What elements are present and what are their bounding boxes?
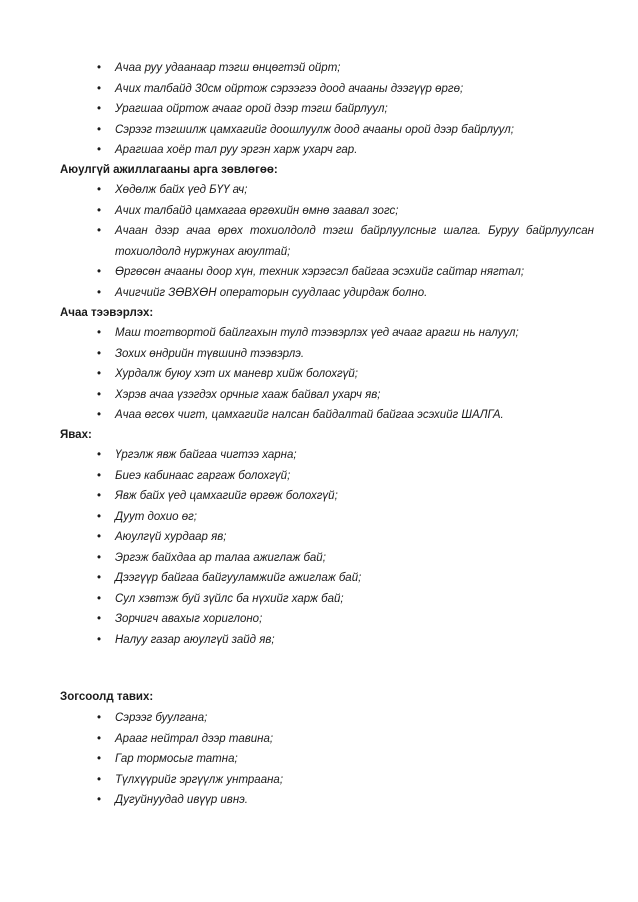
list-item (0, 630, 638, 651)
list-item-text: Өргөсөн ачааны доор хүн, техник хэрэгсэл байгаа эсэхийг сайтар нягтал; (115, 266, 525, 278)
list-item-text: Хурдалж буюу хэт их маневр хийж болохгүй; (115, 368, 358, 380)
list-item (0, 344, 638, 365)
list-item-text: Ачаа руу удаанаар тэгш өнцөгтэй ойрт; (115, 62, 341, 74)
bullet-icon: • (97, 794, 102, 806)
bullet-icon: • (97, 286, 102, 299)
list-item (0, 283, 638, 304)
bullet-icon: • (97, 409, 102, 421)
bullet-icon: • (97, 510, 102, 523)
bullet-icon: • (97, 144, 102, 156)
list-item (0, 527, 638, 548)
list-item-text: Сэрээг тэгшилж цамхагийг доошлуулж доод ачааны орой дээр байрлуул; (115, 123, 514, 136)
bullet-icon: • (97, 732, 102, 745)
list-item-text: Ачих талбайд цамхагаа өргөхийн өмнө заавал зогс; (115, 204, 399, 217)
intro-list (0, 58, 638, 161)
bullet-icon: • (97, 368, 102, 380)
list-item (0, 790, 638, 811)
list-item-text: Сэрээг буулгана; (115, 712, 208, 724)
list-item-text: Маш тогтвортой байлгахын тулд тээвэрлэх үед ачааг арагш нь налуул; (115, 327, 519, 339)
list-item-text: Хөдөлж байх үед БҮҮ ач; (115, 184, 248, 196)
list-item-text: Зохих өндрийн түвшинд тээвэрлэ. (115, 347, 305, 360)
list-item-text: Явж байх үед цамхагийг өргөж болохгүй; (115, 490, 338, 502)
list-item-text: Дугуйнуудад ивүүр ивнэ. (115, 794, 248, 806)
list-item-text: Ачаа өгсөх чигт, цамхагийг налсан байдалтай байгаа эсэхийг ШАЛГА. (115, 409, 504, 421)
list-item (0, 589, 638, 610)
list-item (0, 201, 638, 222)
bullet-icon: • (97, 572, 102, 584)
bullet-icon: • (97, 388, 102, 401)
bullet-icon: • (97, 82, 102, 95)
safety-list (0, 180, 638, 303)
bullet-icon: • (97, 753, 102, 765)
list-item (0, 486, 638, 507)
list-item (0, 58, 638, 79)
list-item-text: Урагшаа ойртож ачааг орой дээр тэгш байрлуул; (115, 103, 388, 115)
list-item-text: Зорчигч авахыг хориглоно; (115, 613, 263, 625)
list-item-text: Түлхүүрийг эргүүлж унтраана; (115, 773, 284, 786)
list-item (0, 99, 638, 120)
list-item-text: Биеэ кабинаас гаргаж болохгүй; (115, 469, 291, 482)
list-item (0, 729, 638, 750)
section-heading-parking: Зогсоолд тавих: (60, 691, 154, 703)
bullet-icon: • (97, 266, 102, 278)
list-item-text: Ачигчийг ЗӨВХӨН операторын суудлаас удирдаж болно. (115, 286, 428, 299)
list-item-text: Аюулгүй хурдаар яв; (115, 531, 227, 543)
bullet-icon: • (97, 592, 102, 605)
bullet-icon: • (97, 551, 102, 564)
list-item-text: Ачаан дээр ачаа өрөх тохиолдолд тэгш байрлуулсныг шалга. Буруу байрлуулсан тохиолдолд нуржунах аюултай; (115, 225, 594, 258)
list-item (0, 507, 638, 528)
list-item (0, 262, 638, 283)
bullet-icon: • (97, 204, 102, 217)
list-item-text: Арааг нейтрал дээр тавина; (115, 732, 274, 745)
section-heading-driving: Явах: (60, 429, 92, 441)
bullet-icon: • (97, 531, 102, 543)
list-item (0, 79, 638, 100)
list-item (0, 364, 638, 385)
bullet-icon: • (97, 327, 102, 339)
list-item (0, 385, 638, 406)
list-item (0, 548, 638, 569)
list-item-text: Сул хэвтэж буй зүйлс ба нүхийг харж бай; (115, 592, 344, 605)
bullet-icon: • (97, 123, 102, 136)
list-item (0, 445, 638, 466)
list-item (0, 180, 638, 201)
list-item-text: Хэрэв ачаа үзэгдэх орчныг хааж байвал ухарч яв; (115, 388, 381, 401)
list-item-text: Арагшаа хоёр тал руу эргэн харж ухарч гар. (115, 144, 358, 156)
list-item (0, 140, 638, 161)
list-item (0, 120, 638, 141)
list-item (0, 708, 638, 729)
bullet-icon: • (97, 613, 102, 625)
list-item-text: Дуут дохио өг; (115, 510, 197, 523)
bullet-icon: • (97, 184, 102, 196)
bullet-icon: • (97, 103, 102, 115)
list-item (0, 770, 638, 791)
list-item-text: Дээгүүр байгаа байгууламжийг ажиглаж бай; (115, 572, 362, 584)
section-heading-transport: Ачаа тээвэрлэх: (60, 307, 154, 319)
driving-list (0, 445, 638, 650)
bullet-icon: • (97, 490, 102, 502)
bullet-icon: • (97, 449, 102, 461)
list-item (0, 749, 638, 770)
list-item (0, 568, 638, 589)
bullet-icon: • (97, 62, 102, 74)
list-item-text: Гар тормосыг татна; (115, 753, 238, 765)
list-item (0, 609, 638, 630)
list-item (0, 466, 638, 487)
list-item-text: Үргэлж явж байгаа чигтээ харна; (115, 449, 297, 461)
list-item-text: Ачих талбайд 30см ойртож сэрээгээ доод ачааны дээгүүр өргө; (115, 82, 464, 95)
bullet-icon: • (97, 712, 102, 724)
list-item (0, 323, 638, 344)
bullet-icon: • (97, 469, 102, 482)
bullet-icon: • (97, 633, 102, 646)
list-item-text: Эргэж байхдаа ар талаа ажиглаж бай; (115, 551, 326, 564)
bullet-icon: • (97, 225, 102, 237)
transport-list (0, 323, 638, 426)
list-item (0, 405, 638, 426)
bullet-icon: • (97, 773, 102, 786)
parking-list (0, 708, 638, 811)
list-item-text: Налуу газар аюулгүй зайд яв; (115, 633, 275, 646)
list-item (0, 221, 638, 262)
bullet-icon: • (97, 347, 102, 360)
section-heading-safety: Аюулгүй ажиллагааны арга зөвлөгөө: (60, 164, 278, 176)
